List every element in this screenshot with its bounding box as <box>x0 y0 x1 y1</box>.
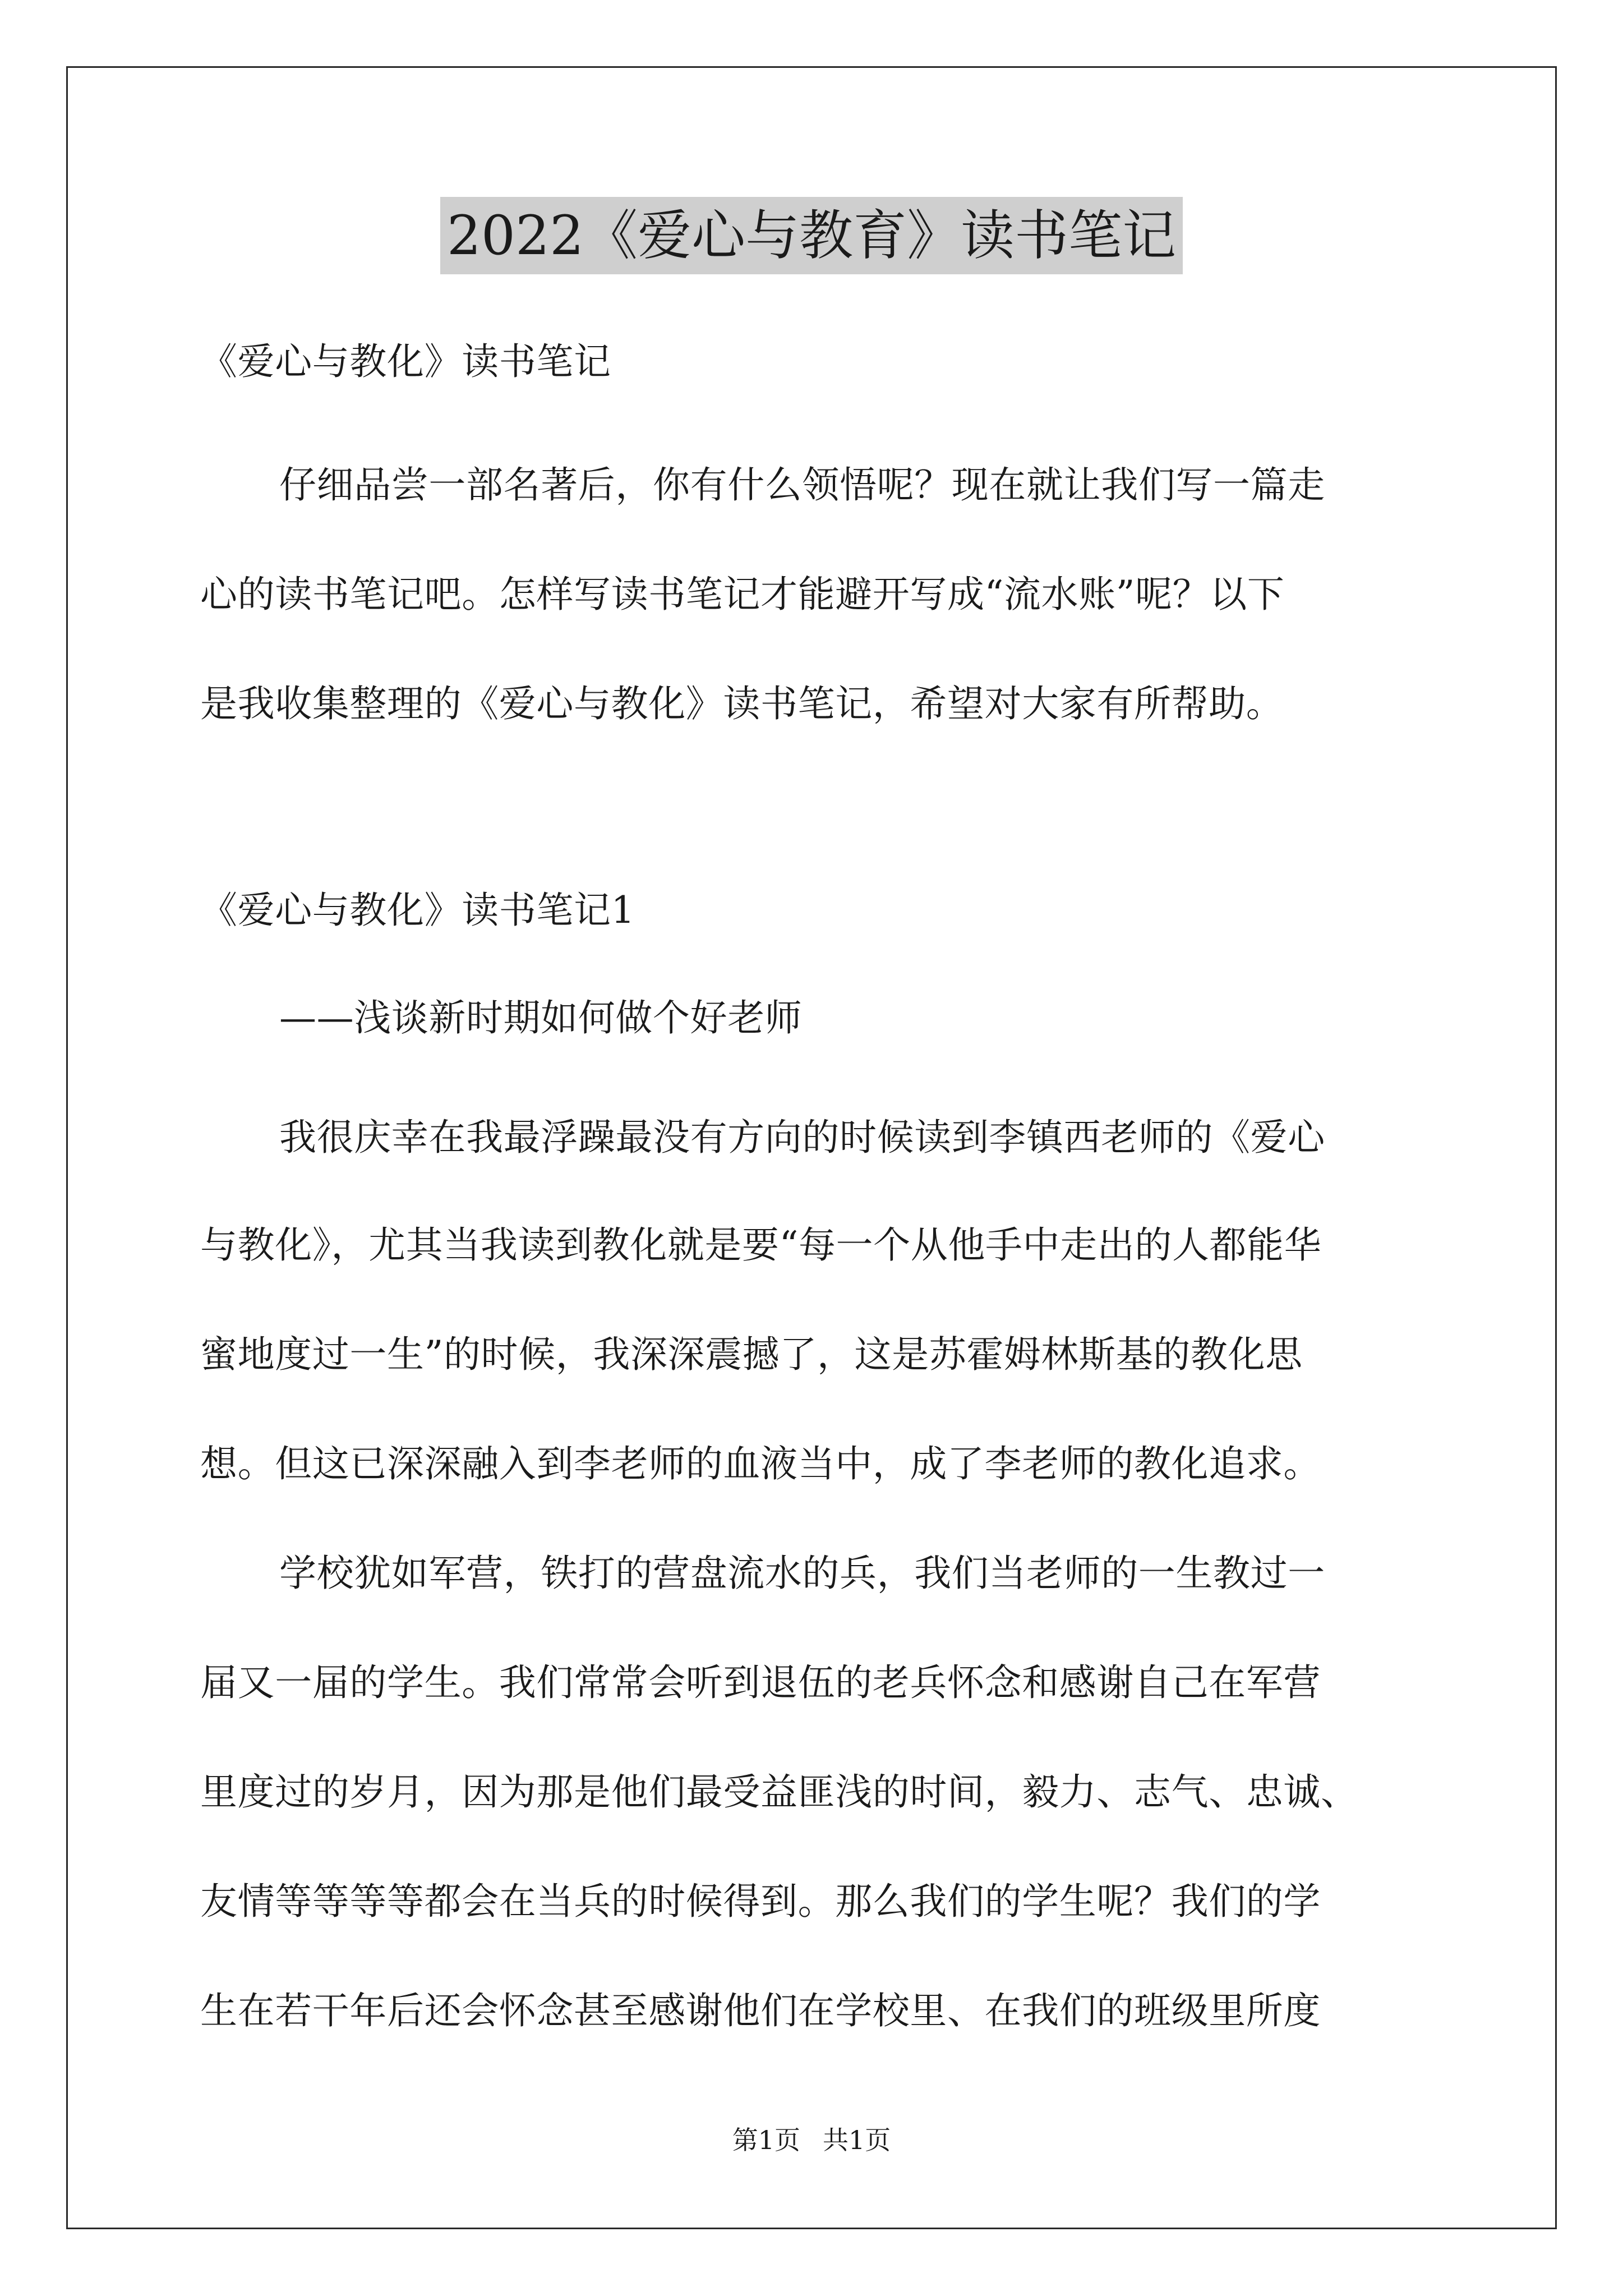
paragraph-line: 生在若干年后还会怀念甚至感谢他们在学校里、在我们的班级里所度 <box>200 1989 1321 2032</box>
paragraph-line: 是我收集整理的《爱心与教化》读书笔记，希望对大家有所帮助。 <box>200 682 1284 725</box>
document-title-text: 2022《爱心与教育》读书笔记 <box>440 197 1183 274</box>
paragraph-line: 友情等等等等都会在当兵的时候得到。那么我们的学生呢？我们的学 <box>200 1880 1321 1923</box>
paragraph-line: 仔细品尝一部名著后，你有什么领悟呢？现在就让我们写一篇走 <box>279 463 1325 507</box>
paragraph-line: 心的读书笔记吧。怎样写读书笔记才能避开写成“流水账”呢？以下 <box>200 573 1285 616</box>
page-total: 共1页 <box>823 2125 891 2155</box>
paragraph-line: 学校犹如军营，铁打的营盘流水的兵，我们当老师的一生教过一 <box>279 1552 1325 1595</box>
paragraph-line: 里度过的岁月，因为那是他们最受益匪浅的时间，毅力、志气、忠诚、 <box>200 1770 1358 1814</box>
section-heading: 《爱心与教化》读书笔记 <box>200 340 611 383</box>
page-footer <box>0 2123 1623 2157</box>
subtitle-line: ——浅谈新时期如何做个好老师 <box>279 996 803 1039</box>
paragraph-line: 我很庆幸在我最浮躁最没有方向的时候读到李镇西老师的《爱心 <box>279 1116 1325 1159</box>
page-number: 第1页 <box>732 2125 800 2155</box>
document-title <box>0 196 1623 275</box>
paragraph-line: 届又一届的学生。我们常常会听到退伍的老兵怀念和感谢自己在军营 <box>200 1661 1321 1704</box>
section-heading: 《爱心与教化》读书笔记1 <box>200 889 635 932</box>
paragraph-line: 想。但这已深深融入到李老师的血液当中，成了李老师的教化追求。 <box>200 1442 1321 1485</box>
paragraph-line: 蜜地度过一生”的时候，我深深震撼了，这是苏霍姆林斯基的教化思 <box>200 1333 1303 1376</box>
paragraph-line: 与教化》，尤其当我读到教化就是要“每一个从他手中走出的人都能华 <box>200 1223 1322 1267</box>
